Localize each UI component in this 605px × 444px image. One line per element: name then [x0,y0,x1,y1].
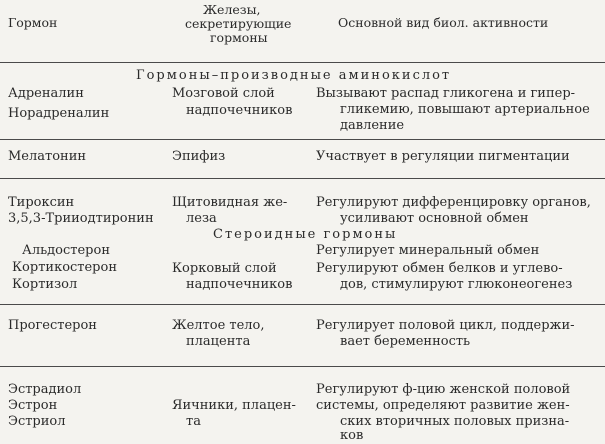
gland-name: надпочечников [186,103,293,118]
hormone-name: Кортизол [12,277,78,292]
gland-name: Желтое тело, [172,318,265,333]
hormone-name: Эстрадиол [8,382,82,397]
header-hormone: Гормон [8,15,58,30]
gland-name: Щитовидная же- [172,195,288,210]
section-title-steroid: Стероидные гормоны [213,227,398,242]
header-rule [0,62,605,63]
activity-text: системы, определяют развитие жен- [316,398,570,413]
row-rule [0,178,605,179]
activity-text: Регулируют ф-цию женской половой [316,382,571,397]
gland-name: та [186,414,201,429]
section-title-amino: Гормоны–производные аминокислот [136,68,452,83]
activity-text: ков [340,428,364,443]
header-activity: Основной вид биол. активности [338,15,549,30]
header-gland-line3: гормоны [210,30,268,45]
hormone-name: Эстрон [8,398,58,413]
hormone-name: 3,5,3-Трииодтиронин [8,211,154,226]
gland-name: Эпифиз [172,149,226,164]
row-rule [0,139,605,140]
header-gland-line2: секретирующие [185,16,292,31]
header-gland-line1: Железы, [203,2,261,17]
hormone-name: Тироксин [8,195,75,210]
gland-name: надпочечников [186,277,293,292]
activity-text: Регулирует половой цикл, поддержи- [316,318,575,333]
activity-text: Участвует в регуляции пигментации [316,149,570,164]
hormone-name: Адреналин [8,86,84,101]
activity-text: Вызывают распад гликогена и гипер- [316,86,576,101]
activity-text: ских вторичных половых призна- [340,414,570,429]
hormone-name: Мелатонин [8,149,87,164]
hormone-name: Кортикостерон [12,260,117,275]
hormone-name: Норадреналин [8,106,110,121]
activity-text: Регулирует минеральный обмен [316,243,540,258]
row-rule [0,366,605,367]
gland-name: Корковый слой [172,261,277,276]
gland-name: Яичники, плацен- [172,398,296,413]
activity-text: Регулируют обмен белков и углево- [316,261,563,276]
gland-name: Мозговой слой [172,86,275,101]
hormone-name: Альдостерон [22,243,110,258]
activity-text: дов, стимулируют глюконеогенез [340,277,573,292]
gland-name: леза [186,211,217,226]
gland-name: плацента [186,334,251,349]
activity-text: давление [340,118,405,133]
row-rule [0,304,605,305]
hormone-name: Эстриол [8,414,66,429]
activity-text: гликемию, повышают артериальное [340,102,590,117]
activity-text: вает беременность [340,334,471,349]
activity-text: усиливают основной обмен [340,211,529,226]
hormone-name: Прогестерон [8,318,97,333]
activity-text: Регулируют дифференцировку органов, [316,195,591,210]
